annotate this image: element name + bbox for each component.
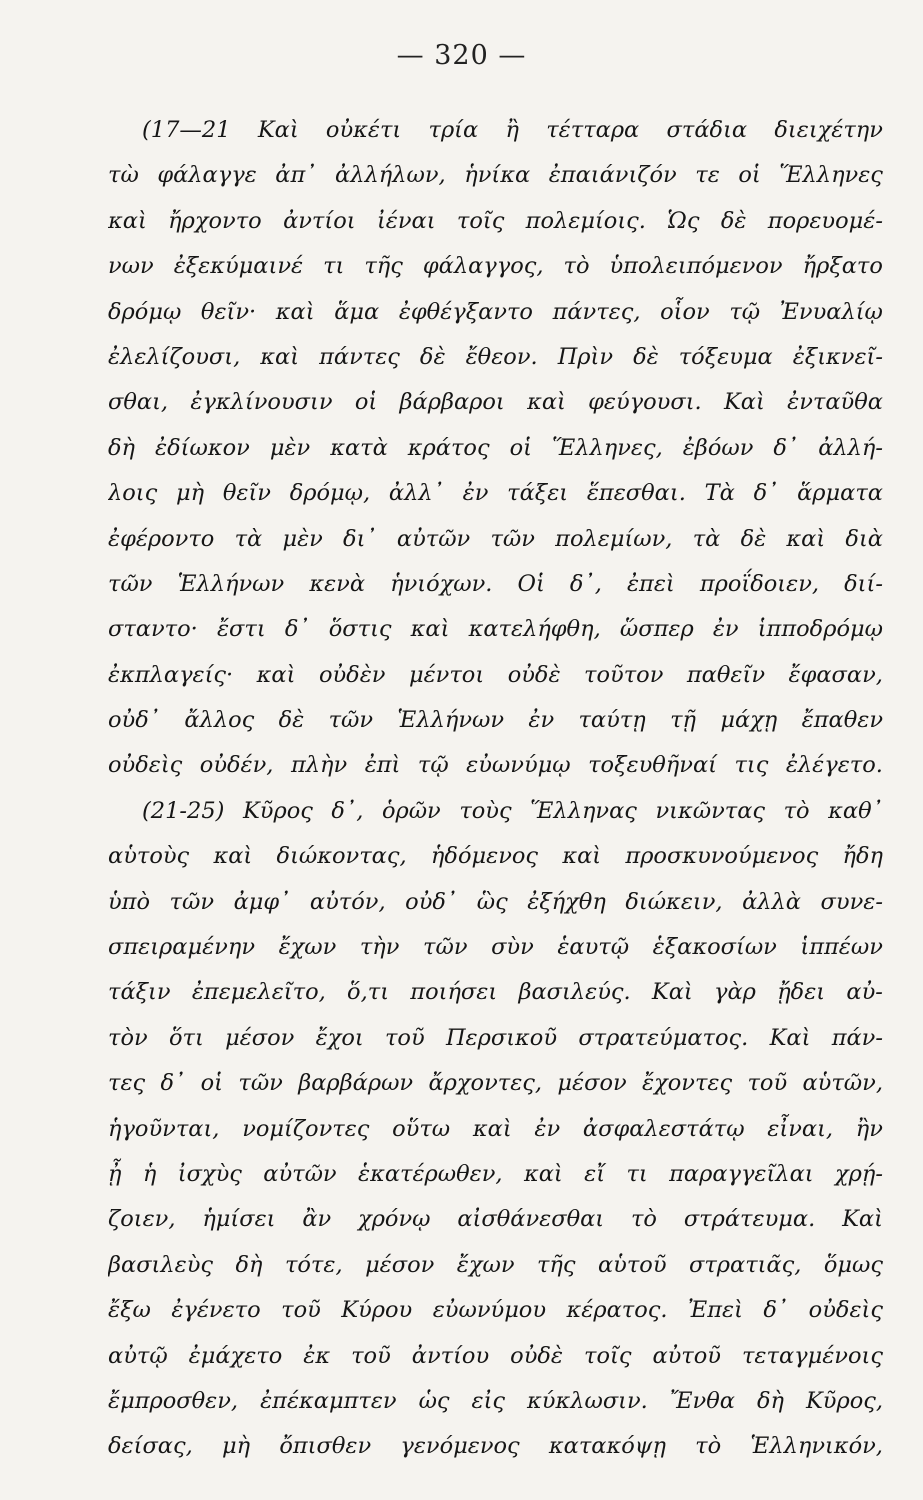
text-line: ᾖ ἡ ἰσχὺς αὐτῶν ἑκατέρωθεν, καὶ εἴ τι παραγγεῖλαι χρῄ- — [108, 1160, 883, 1187]
text-line: τάξιν ἐπεμελεῖτο, ὅ,τι ποιήσει βασιλεύς. Καὶ γὰρ ᾔδει αὐ- — [108, 979, 883, 1006]
text-line: οὐδεὶς οὐδέν, πλὴν ἐπὶ τῷ εὐωνύμῳ τοξευθῆναί τις ἐλέγετο. — [108, 752, 883, 779]
text-line: νων ἐξεκύμαινέ τι τῆς φάλαγγος, τὸ ὑπολειπόμενον ἤρξατο — [108, 253, 883, 280]
greek-text-body — [108, 108, 883, 1470]
text-line: λοις μὴ θεῖν δρόμῳ, ἀλλ᾽ ἐν τάξει ἕπεσθαι. Τὰ δ᾽ ἅρματα — [108, 480, 883, 507]
text-line: δρόμῳ θεῖν· καὶ ἅμα ἐφθέγξαντο πάντες, οἷον τῷ Ἐνυαλίῳ — [108, 298, 883, 325]
text-line: ἡγοῦνται, νομίζοντες οὕτω καὶ ἐν ἀσφαλεστάτῳ εἶναι, ἢν — [108, 1115, 883, 1142]
text-line: τὼ φάλαγγε ἀπ᾽ ἀλλήλων, ἡνίκα ἐπαιάνιζόν τε οἱ Ἕλληνες — [108, 162, 883, 189]
text-line: αὐτῷ ἐμάχετο ἐκ τοῦ ἀντίου οὐδὲ τοῖς αὐτοῦ τεταγμένοις — [108, 1342, 883, 1369]
text-line: ἐκπλαγείς· καὶ οὐδὲν μέντοι οὐδὲ τοῦτον παθεῖν ἔφασαν, — [108, 661, 883, 688]
text-line: ἔμπροσθεν, ἐπέκαμπτεν ὡς εἰς κύκλωσιν. Ἔνθα δὴ Κῦρος, — [108, 1387, 883, 1414]
text-line: καὶ ἤρχοντο ἀντίοι ἰέναι τοῖς πολεμίοις. Ὡς δὲ πορευομέ- — [108, 207, 883, 234]
text-line: βασιλεὺς δὴ τότε, μέσον ἔχων τῆς αὑτοῦ στρατιᾶς, ὅμως — [108, 1251, 883, 1278]
text-line: σπειραμένην ἔχων τὴν τῶν σὺν ἑαυτῷ ἑξακοσίων ἱππέων — [108, 934, 883, 961]
text-line: σταντο· ἔστι δ᾽ ὅστις καὶ κατελήφθη, ὥσπερ ἐν ἱπποδρόμῳ — [108, 616, 883, 643]
text-line: (17—21 Καὶ οὐκέτι τρία ἢ τέτταρα στάδια διειχέτην — [142, 117, 883, 143]
text-line: ὑπὸ τῶν ἀμφ᾽ αὐτόν, οὐδ᾽ ὣς ἐξήχθη διώκειν, ἀλλὰ συνε- — [108, 888, 883, 915]
text-line: (21-25) Κῦρος δ᾽, ὁρῶν τοὺς Ἕλληνας νικῶντας τὸ καθ᾽ — [142, 797, 883, 824]
text-line: δὴ ἐδίωκον μὲν κατὰ κράτος οἱ Ἕλληνες, ἐβόων δ᾽ ἀλλή- — [108, 434, 883, 461]
text-line: δείσας, μὴ ὄπισθεν γενόμενος κατακόψῃ τὸ Ἑλληνικόν, — [108, 1433, 883, 1460]
text-line: ἐλελίζουσι, καὶ πάντες δὲ ἔθεον. Πρὶν δὲ τόξευμα ἐξικνεῖ- — [108, 343, 883, 370]
text-line: οὐδ᾽ ἄλλος δὲ τῶν Ἑλλήνων ἐν ταύτῃ τῇ μάχῃ ἔπαθεν — [108, 707, 883, 734]
text-line: τες δ᾽ οἱ τῶν βαρβάρων ἄρχοντες, μέσον ἔχοντες τοῦ αὑτῶν, — [108, 1070, 883, 1097]
text-line: ζοιεν, ἡμίσει ἂν χρόνῳ αἰσθάνεσθαι τὸ στράτευμα. Καὶ — [108, 1206, 883, 1233]
text-line: ἔξω ἐγένετο τοῦ Κύρου εὐωνύμου κέρατος. Ἐπεὶ δ᾽ οὐδεὶς — [108, 1297, 883, 1324]
page-number: — 320 — — [396, 40, 527, 71]
text-line: τὸν ὅτι μέσον ἔχοι τοῦ Περσικοῦ στρατεύματος. Καὶ πάν- — [108, 1024, 883, 1051]
text-line: σθαι, ἐγκλίνουσιν οἱ βάρβαροι καὶ φεύγουσι. Καὶ ἐνταῦθα — [108, 389, 883, 416]
text-line: ἐφέροντο τὰ μὲν δι᾽ αὐτῶν τῶν πολεμίων, τὰ δὲ καὶ διὰ — [108, 525, 883, 552]
text-line: αὑτοὺς καὶ διώκοντας, ἡδόμενος καὶ προσκυνούμενος ἤδη — [108, 843, 883, 870]
text-line: τῶν Ἑλλήνων κενὰ ἡνιόχων. Οἱ δ᾽, ἐπεὶ προΐδοιεν, διί- — [108, 570, 883, 597]
